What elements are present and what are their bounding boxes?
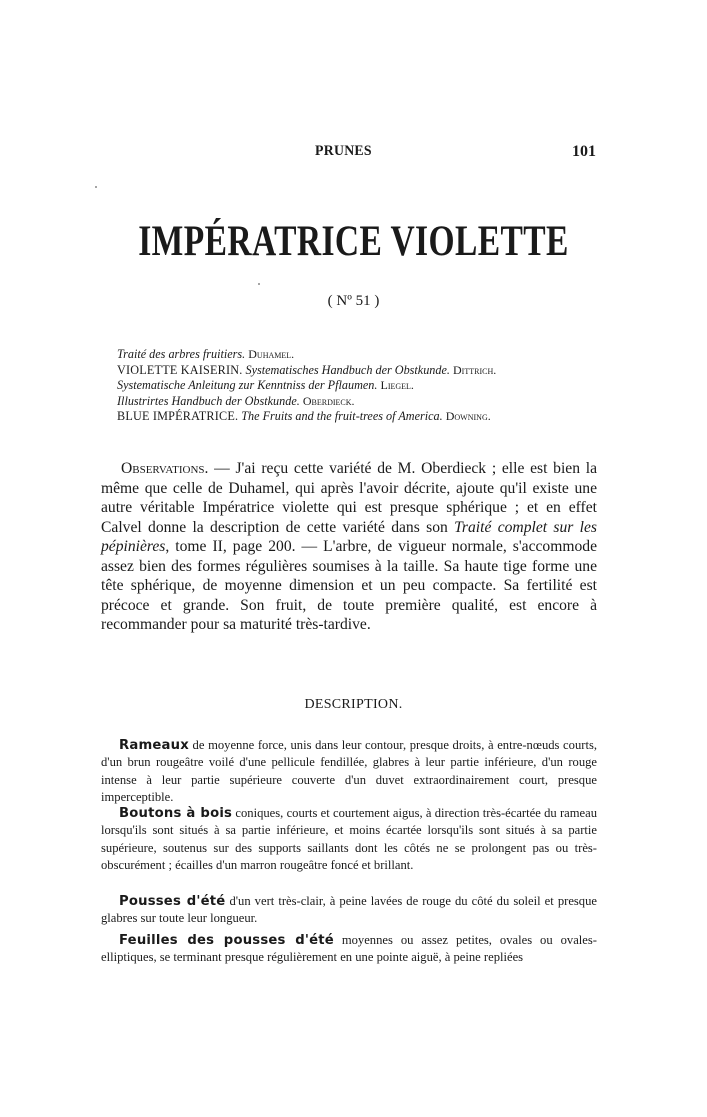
description-heading: DESCRIPTION. [304, 697, 403, 712]
reference-work: Illustrirtes Handbuch der Obstkunde. [117, 393, 300, 408]
reference-author: Liegel. [380, 378, 414, 393]
running-head-title: PRUNES [315, 143, 372, 159]
observations-cited-work: Traité complet sur les pépinières [101, 518, 597, 555]
description-paragraph [101, 893, 597, 928]
reference-work: Systematisches Handbuch der Obstkunde. [245, 362, 450, 377]
observations-text: — J'ai reçu cette variété de M. Oberdieck ; elle est bien la même que celle de Duhamel, qui après l'avoir décrite, ajoute qu'il existe une autre véritable Impératrice violette qui est presque sphérique ; et en effet Calvel donne la description de cette variété dans son [101, 460, 597, 536]
reference-line [117, 378, 597, 394]
reference-work: Traité des arbres fruitiers. [117, 347, 246, 361]
description-term: Pousses d'été [119, 894, 226, 909]
scan-speck [95, 186, 97, 188]
observations-lead: Observations. [121, 460, 209, 477]
description-term: Boutons à bois [119, 806, 233, 821]
reference-author: Dittrich. [453, 362, 497, 377]
description-text: d'un vert très-clair, à peine lavées de rouge du côté du soleil et presque glabres sur toute leur longueur. [101, 894, 597, 926]
observations-text: , tome II, page 200. — L'arbre, de vigueur normale, s'accommode assez bien des formes régulières soumises à la taille. Sa haute tige forme une tête sphérique, de moyenne dimension et un peu compacte. Sa fertilité est précoce et grande. Son fruit, de toute première qualité, est encore à recommander pour sa maturité très-tardive. [101, 538, 597, 633]
reference-author: Duhamel. [248, 347, 295, 361]
description-paragraph [101, 805, 597, 874]
variety-number: ( Nº 51 ) [327, 293, 380, 309]
reference-line [117, 394, 597, 410]
description-text: de moyenne force, unis dans leur contour, presque droits, à entre-nœuds courts, d'un brun rougeâtre voilé d'une pellicule fendillée, glabres à leur partie inférieure, d'un rouge intense à leur partie supérieure couverte d'un duvet extraordinairement court, presque imperceptible. [101, 738, 597, 804]
reference-work: The Fruits and the fruit-trees of America. [241, 409, 443, 424]
page-number: 101 [572, 143, 596, 160]
description-term: Rameaux [119, 738, 189, 753]
description-text: moyennes ou assez petites, ovales ou ovales-elliptiques, se terminant presque régulièrement en une pointe aiguë, à peine repliées [101, 933, 597, 965]
reference-author: Downing. [445, 409, 491, 424]
reference-work: Systematische Anleitung zur Kenntniss der Pflaumen. [117, 378, 378, 393]
synonym-references [117, 347, 597, 425]
reference-line [117, 409, 597, 425]
variety-title: IMPÉRATRICE VIOLETTE [138, 218, 569, 265]
reference-synonym: BLUE IMPÉRATRICE. [117, 409, 239, 424]
reference-line [117, 347, 597, 363]
reference-author: Oberdieck. [302, 393, 355, 408]
description-text: coniques, courts et courtement aigus, à direction très-écartée du rameau lorsqu'ils sont situés à sa partie inférieure, et moins écartée lorsqu'ils sont situés à sa partie supérieure, soutenus sur des supports saillants dont les côtés ne se prolongent pas ou très-obscurément ; écailles d'un marron rougeâtre foncé et brillant. [101, 806, 597, 872]
reference-line [117, 363, 597, 379]
reference-synonym: VIOLETTE KAISERIN. [117, 362, 243, 377]
scan-speck [258, 283, 260, 285]
description-paragraph [101, 932, 597, 970]
observations-paragraph [101, 459, 597, 635]
description-term: Feuilles des pousses d'été [119, 933, 334, 948]
description-paragraph [101, 737, 597, 806]
